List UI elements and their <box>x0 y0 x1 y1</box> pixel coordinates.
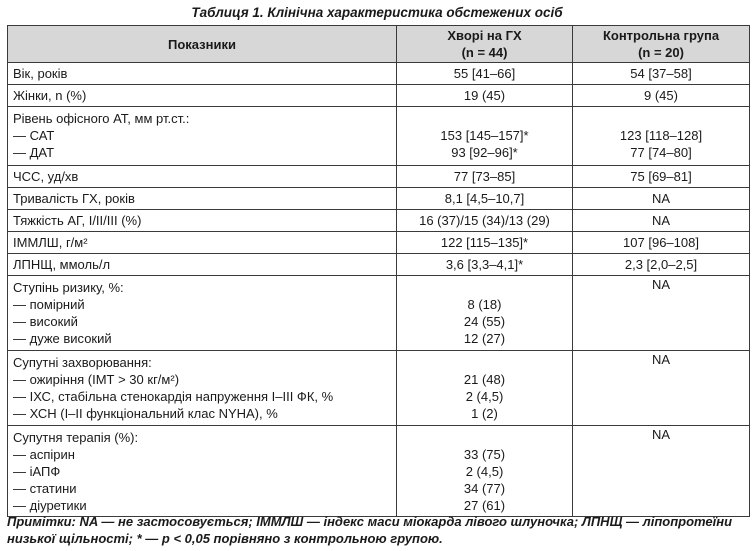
control-severity: NA <box>573 210 750 232</box>
bp-title: Рівень офісного АТ, мм рт.ст.: <box>13 111 190 126</box>
control-therapy: NA <box>573 426 750 517</box>
table-row <box>8 232 750 254</box>
header-patients <box>397 26 573 63</box>
table-row <box>8 351 750 426</box>
bp-dbp-label: — ДАТ <box>13 145 55 160</box>
control-ldl: 2,3 [2,0–2,5] <box>573 254 750 276</box>
control-duration: NA <box>573 188 750 210</box>
patients-bp <box>397 107 573 166</box>
control-bp <box>573 107 750 166</box>
row-label-bp <box>8 107 397 166</box>
table-row <box>8 276 750 351</box>
patients-women: 19 (45) <box>397 85 573 107</box>
therapy-diuretics-label: — діуретики <box>13 498 87 513</box>
table-notes: Примітки: NA — не застосовується; ІММЛШ — індекс маси міокарда лівого шлуночка; ЛПНЩ — ліпопротеїни низької щільності; * — p < 0,05 порівняно з контрольною групою. <box>7 514 733 546</box>
table-row <box>8 188 750 210</box>
control-risk: NA <box>573 276 750 351</box>
patients-sbp: 153 [145–157]* <box>440 128 529 143</box>
table-row <box>8 210 750 232</box>
row-label-lvmi: ІММЛШ, г/м² <box>8 232 397 254</box>
row-label-therapy <box>8 426 397 517</box>
patients-chf: 1 (2) <box>471 406 498 421</box>
table-row <box>8 63 750 85</box>
patients-ihd: 2 (4,5) <box>465 389 504 404</box>
row-label-hr: ЧСС, уд/хв <box>8 166 397 188</box>
header-control-n: (n = 20) <box>638 45 684 60</box>
patients-ldl: 3,6 [3,3–4,1]* <box>397 254 573 276</box>
patients-risk-moderate: 8 (18) <box>467 297 502 312</box>
table-row <box>8 254 750 276</box>
control-women: 9 (45) <box>573 85 750 107</box>
patients-therapy <box>397 426 573 517</box>
table-row <box>8 166 750 188</box>
comorb-obesity-label: — ожиріння (ІМТ > 30 кг/м²) <box>13 372 180 387</box>
table-row <box>8 85 750 107</box>
patients-lvmi: 122 [115–135]* <box>397 232 573 254</box>
control-sbp: 123 [118–128] <box>619 128 703 143</box>
patients-risk-high: 24 (55) <box>463 314 506 329</box>
table-header-row <box>8 26 750 63</box>
risk-moderate-label: — помірний <box>13 297 85 312</box>
risk-title: Ступінь ризику, %: <box>13 280 124 295</box>
header-control <box>573 26 750 63</box>
control-lvmi: 107 [96–108] <box>573 232 750 254</box>
table-row <box>8 107 750 166</box>
table-row <box>8 426 750 517</box>
header-patients-title: Хворі на ГХ <box>447 28 522 43</box>
therapy-acei-label: — іАПФ <box>13 464 61 479</box>
patients-comorbidities <box>397 351 573 426</box>
risk-very-high-label: — дуже високий <box>13 331 112 346</box>
bp-sbp-label: — САТ <box>13 128 55 143</box>
control-age: 54 [37–58] <box>573 63 750 85</box>
patients-risk-very-high: 12 (27) <box>463 331 506 346</box>
row-label-comorbidities <box>8 351 397 426</box>
therapy-statins-label: — статини <box>13 481 77 496</box>
row-label-duration: Тривалість ГХ, років <box>8 188 397 210</box>
control-comorbidities: NA <box>573 351 750 426</box>
patients-age: 55 [41–66] <box>397 63 573 85</box>
header-patients-n: (n = 44) <box>461 45 508 60</box>
row-label-women: Жінки, n (%) <box>8 85 397 107</box>
comorb-ihd-label: — ІХС, стабільна стенокардія напруження І–ІІІ ФК, % <box>13 389 334 404</box>
patients-dbp: 93 [92–96]* <box>451 145 518 160</box>
row-label-risk <box>8 276 397 351</box>
header-control-title: Контрольна група <box>602 28 720 43</box>
comorb-chf-label: — ХСН (І–ІІ функціональний клас NYHA), % <box>13 406 278 421</box>
control-hr: 75 [69–81] <box>573 166 750 188</box>
row-label-ldl: ЛПНЩ, ммоль/л <box>8 254 397 276</box>
patients-acei: 2 (4,5) <box>465 464 504 479</box>
risk-high-label: — високий <box>13 314 78 329</box>
row-label-age: Вік, років <box>8 63 397 85</box>
header-indicators: Показники <box>8 26 397 63</box>
comorb-title: Супутні захворювання: <box>13 355 152 370</box>
clinical-characteristics-table <box>7 25 750 517</box>
patients-duration: 8,1 [4,5–10,7] <box>397 188 573 210</box>
patients-severity: 16 (37)/15 (34)/13 (29) <box>397 210 573 232</box>
patients-aspirin: 33 (75) <box>463 447 506 462</box>
patients-risk <box>397 276 573 351</box>
patients-diuretics: 27 (61) <box>463 498 506 513</box>
patients-hr: 77 [73–85] <box>397 166 573 188</box>
therapy-aspirin-label: — аспірин <box>13 447 75 462</box>
table-caption: Таблиця 1. Клінічна характеристика обстежених осіб <box>191 5 563 20</box>
therapy-title: Супутня терапія (%): <box>13 430 139 445</box>
patients-obesity: 21 (48) <box>463 372 506 387</box>
row-label-severity: Тяжкість АГ, I/II/III (%) <box>8 210 397 232</box>
control-dbp: 77 [74–80] <box>630 145 692 160</box>
patients-statins: 34 (77) <box>463 481 506 496</box>
